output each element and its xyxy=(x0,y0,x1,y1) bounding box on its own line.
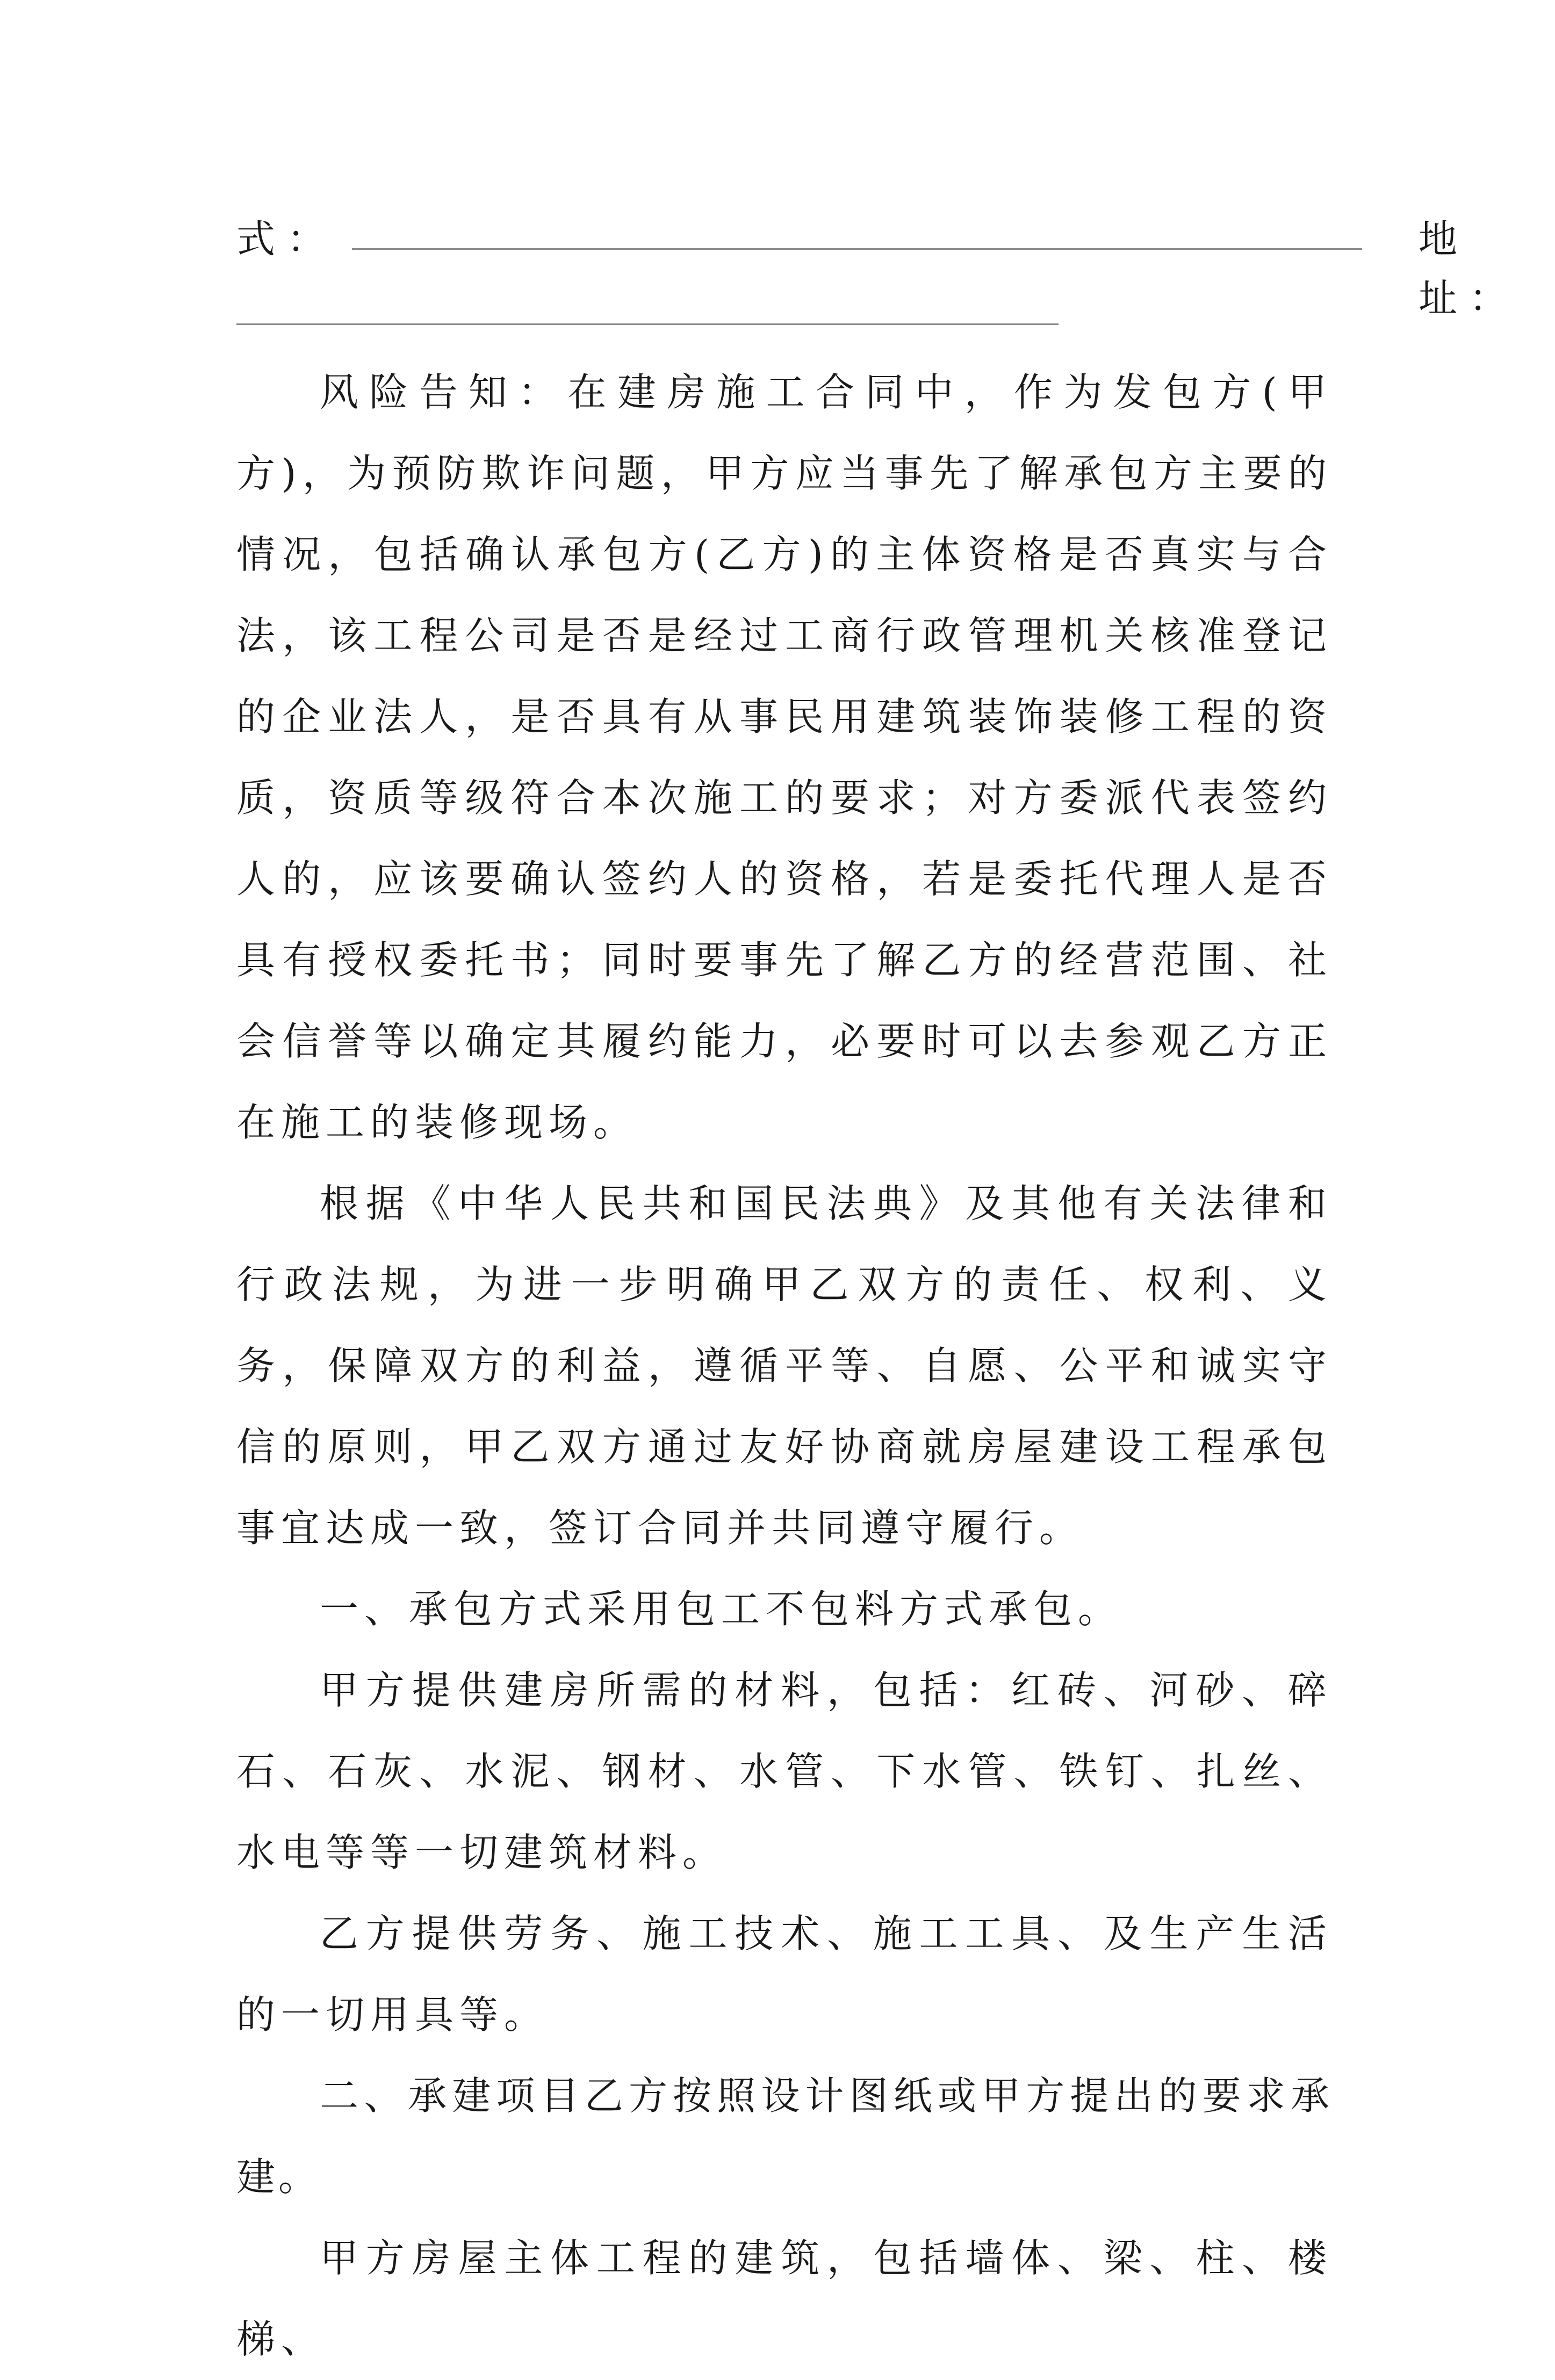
document-body xyxy=(236,352,1333,2380)
legal-basis-paragraph: 根据《中华人民共和国民法典》及其他有关法律和行政法规，为进一步明确甲乙双方的责任、权利、义务，保障双方的利益，遵循平等、自愿、公平和诚实守信的原则，甲乙双方通过友好协商就房屋建设工程承包事宜达成一致，签订合同并共同遵守履行。 xyxy=(236,1181,1333,1550)
main-structure-paragraph: 甲方房屋主体工程的建筑，包括墙体、梁、柱、楼梯、 xyxy=(236,2235,1333,2362)
risk-notice-paragraph: 风险告知：在建房施工合同中，作为发包方(甲方)，为预防欺诈问题，甲方应当事先了解承包方主要的情况，包括确认承包方(乙方)的主体资格是否真实与合法，该工程公司是否是经过工商行政管理机关核准登记的企业法人，是否具有从事民用建筑装饰装修工程的资质，资质等级符合本次施工的要求；对方委派代表签约人的，应该要确认签约人的资格，若是委托代理人是否具有授权委托书；同时要事先了解乙方的经营范围、社会信誉等以确定其履约能力，必要时可以去参观乙方正在施工的装修现场。 xyxy=(236,370,1333,1145)
contact-fields-row xyxy=(236,210,1520,321)
section-two-heading: 二、承建项目乙方按照设计图纸或甲方提出的要求承建。 xyxy=(236,2073,1333,2199)
address-label: 地址： xyxy=(1419,217,1520,321)
address-blank-line xyxy=(236,323,1059,325)
section-one-heading: 一、承包方式采用包工不包料方式承包。 xyxy=(320,1586,1123,1632)
party-b-labor-paragraph: 乙方提供劳务、施工技术、施工工具、及生产生活的一切用具等。 xyxy=(236,1911,1333,2037)
method-label: 式： xyxy=(236,217,338,262)
party-a-materials-paragraph: 甲方提供建房所需的材料，包括：红砖、河砂、碎石、石灰、水泥、钢材、水管、下水管、铁钉、扎丝、水电等等一切建筑材料。 xyxy=(236,1668,1333,1875)
method-blank-line xyxy=(352,248,1362,250)
